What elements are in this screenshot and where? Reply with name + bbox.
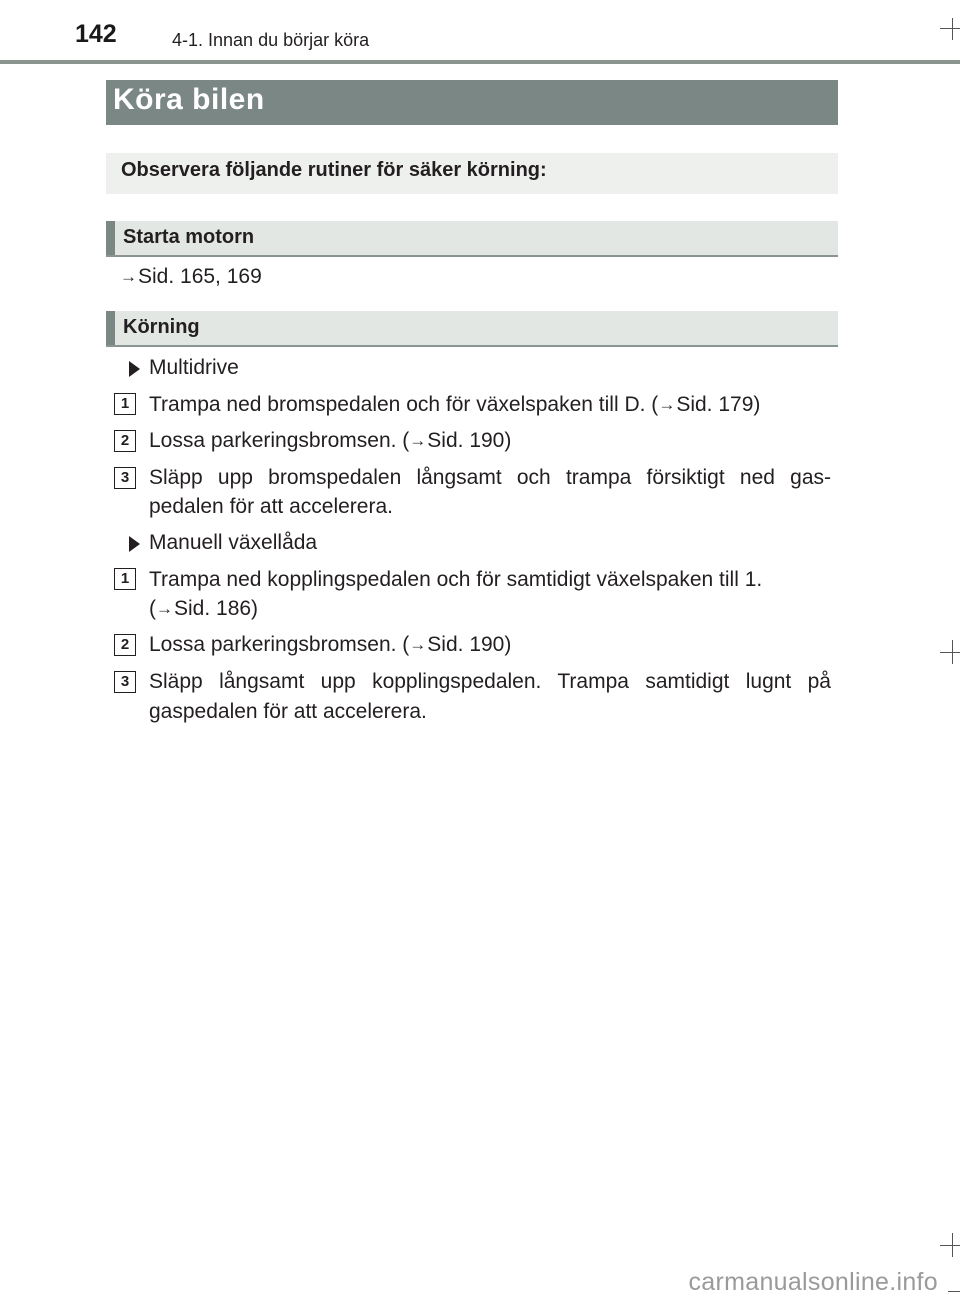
subheading-label: Körning (123, 316, 200, 338)
step-text-line: gaspedalen för att accelerera. (149, 700, 427, 723)
arrow-right-icon: → (120, 267, 137, 286)
subheading-accent-bar (106, 221, 115, 255)
section-title: 4-1. Innan du börjar köra (172, 30, 370, 50)
subheading-label: Starta motorn (123, 226, 255, 248)
arrow-right-icon: → (409, 431, 427, 450)
arrow-right-icon: → (409, 635, 427, 654)
step-text-line: pedalen för att accelerera. (149, 495, 393, 518)
triangle-bullet-icon (129, 361, 140, 377)
sub-section-multidrive: Multidrive (149, 356, 239, 379)
subheading-starta-motorn (106, 221, 838, 257)
step-number-box: 3 (114, 467, 136, 489)
reference-link[interactable]: Sid. 190) (427, 429, 512, 452)
step-text: Trampa ned bromspedalen och för växelspaken till D. (→Sid. 179) (149, 390, 760, 420)
step-number-box: 3 (114, 671, 136, 693)
page-number: 142 (75, 20, 117, 48)
note-text: Observera följande rutiner för säker körning: (121, 159, 547, 181)
triangle-bullet-icon (129, 536, 140, 552)
step-number-box: 1 (114, 393, 136, 415)
watermark: carmanualsonline.info (688, 1268, 938, 1296)
step-number-box: 1 (114, 568, 136, 590)
step-text-line: Trampa ned kopplingspedalen och för samtidigt växelspaken till 1. (149, 568, 763, 591)
step-text: (→Sid. 186) (149, 594, 258, 624)
reference-starta (120, 265, 262, 289)
step-text-line: Släpp upp bromspedalen långsamt och trampa försiktigt ned gas- (149, 466, 831, 489)
sub-section-manual: Manuell växellåda (149, 531, 318, 554)
page-title: Köra bilen (113, 83, 265, 116)
step-text-line: Släpp långsamt upp kopplingspedalen. Trampa samtidigt lugnt på (149, 670, 831, 693)
reference-link[interactable]: Sid. 179) (676, 393, 761, 416)
step-number-box: 2 (114, 430, 136, 452)
subheading-korning (106, 311, 838, 347)
reference-link[interactable]: Sid. 165, 169 (138, 265, 262, 288)
reference-link[interactable]: Sid. 190) (427, 633, 512, 656)
subheading-accent-bar (106, 311, 115, 345)
reference-link[interactable]: Sid. 186) (174, 597, 259, 620)
arrow-right-icon: → (156, 599, 173, 618)
step-text: Lossa parkeringsbromsen. (→Sid. 190) (149, 426, 511, 456)
step-text: Lossa parkeringsbromsen. (→Sid. 190) (149, 630, 511, 660)
arrow-right-icon: → (658, 395, 676, 414)
header-divider (0, 60, 960, 64)
step-number-box: 2 (114, 634, 136, 656)
